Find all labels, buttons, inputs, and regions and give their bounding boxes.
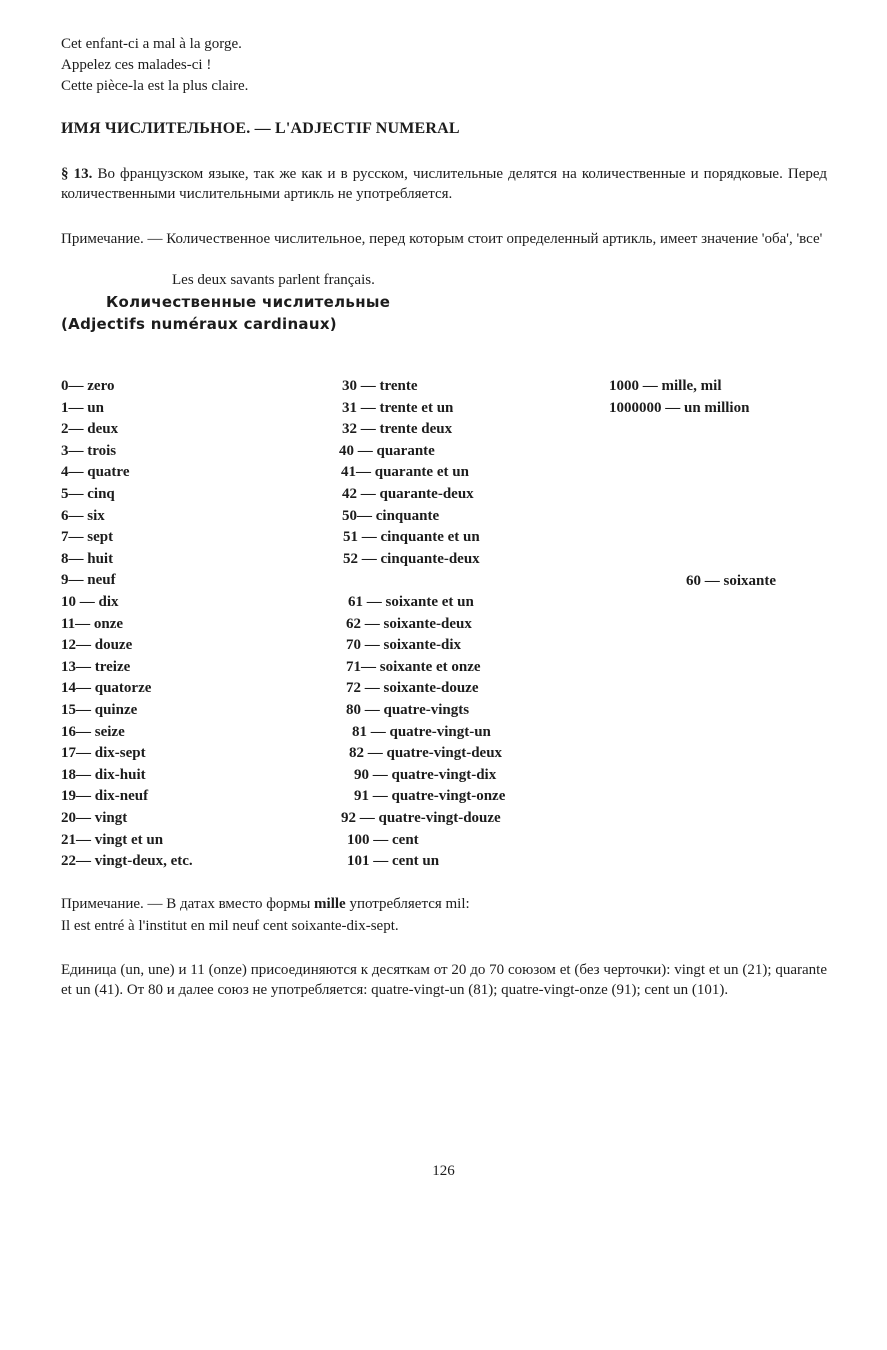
numeral-item: 21— vingt et un [61, 831, 164, 848]
section-text: Во французском языке, так же как и в русском, числительные делятся на количественные и порядковые. Перед количественными числительными артикль не употребляется. [61, 166, 828, 202]
numeral-item: 17— dix-sept [61, 745, 146, 762]
numeral-item: 31 — trente et un [342, 399, 454, 416]
final-paragraph: Единица (un, une) и 11 (onze) присоединяются к десяткам от 20 до 70 союзом et (без черточки): vingt et un (21); quarante et un (41). От 80 и далее союз не употребляется: quatre-vingt-un (81); quatre-vingt-onze (91); cent un (101). [61, 962, 827, 998]
section-paragraph [61, 164, 827, 204]
numeral-item: 13— treize [61, 658, 131, 675]
numeral-item: 16— seize [61, 723, 125, 740]
numeral-item: 90 — quatre-vingt-dix [354, 766, 497, 783]
subheading-russian: Количественные числительные [106, 293, 391, 311]
numeral-item: 12— douze [61, 637, 133, 654]
numeral-item: 32 — trente deux [342, 421, 453, 438]
numeral-item: 6— six [61, 507, 105, 524]
numeral-item: 82 — quatre-vingt-deux [349, 745, 503, 762]
numeral-item: 50— cinquante [342, 507, 440, 524]
numeral-item: 72 — soixante-douze [346, 680, 479, 697]
numeral-item: 20— vingt [61, 810, 128, 826]
numeral-item: 2— deux [61, 421, 119, 438]
numeral-item: 4— quatre [61, 464, 130, 481]
numeral-item: 41— quarante et un [341, 464, 469, 481]
numeral-item: 14— quatorze [61, 680, 152, 697]
numeral-item: 15— quinze [61, 702, 138, 718]
numeral-item: 7— sept [61, 529, 114, 546]
page-number: 126 [432, 1163, 455, 1179]
intro-line-1: Cet enfant-ci a mal à la gorge. [61, 36, 242, 52]
numeral-item: 80 — quatre-vingts [346, 702, 470, 718]
numeral-item: 40 — quarante [339, 442, 435, 459]
numeral-item: 81 — quatre-vingt-un [352, 723, 491, 740]
note-2 [61, 896, 470, 913]
subheading-french: (Adjectifs numéraux cardinaux) [61, 315, 337, 333]
numeral-item: 92 — quatre-vingt-douze [341, 810, 501, 826]
numeral-item: 100 — cent [347, 831, 419, 848]
note-2-bold-word: mille [314, 896, 346, 912]
example-2: Il est entré à l'institut en mil neuf cent soixante-dix-sept. [61, 918, 399, 934]
note-2-prefix: Примечание. — В датах вместо формы [61, 896, 315, 912]
numeral-item: 61 — soixante et un [348, 594, 474, 610]
numeral-item: 10 — dix [61, 594, 119, 610]
numeral-item: 52 — cinquante-deux [343, 550, 480, 567]
numeral-item: 3— trois [61, 442, 117, 459]
numeral-item: 42 — quarante-deux [342, 486, 474, 502]
numeral-item: 5— cinq [61, 486, 115, 502]
example-1: Les deux savants parlent français. [172, 272, 375, 288]
section-heading: ИМЯ ЧИСЛИТЕЛЬНОЕ. — L'ADJECTIF NUMERAL [61, 120, 460, 137]
numeral-item: 91 — quatre-vingt-onze [354, 788, 506, 805]
numeral-item: 71— soixante et onze [346, 658, 481, 675]
numeral-item: 18— dix-huit [61, 766, 146, 783]
numeral-item: 62 — soixante-deux [346, 615, 472, 632]
numeral-item: 101 — cent un [347, 853, 440, 870]
numeral-item: 8— huit [61, 550, 114, 567]
note-2-suffix: употребляется mil: [345, 896, 470, 912]
numeral-item: 1000 — mille, mil [609, 378, 722, 394]
numeral-item: 51 — cinquante et un [343, 529, 480, 546]
intro-line-2: Appelez ces malades-ci ! [61, 57, 212, 73]
note-1: Примечание. — Количественное числительное, перед которым стоит определенный артикль, имеет значение 'оба', 'все' [61, 231, 823, 247]
section-number: § 13. [61, 166, 93, 182]
numeral-item: 1— un [61, 399, 104, 416]
numeral-item: 19— dix-neuf [61, 788, 149, 805]
numeral-item: 0— zero [61, 378, 115, 394]
intro-line-3: Cette pièce-la est la plus claire. [61, 78, 249, 94]
numeral-item: 30 — trente [342, 378, 418, 394]
numeral-sixty: 60 — soixante [686, 573, 776, 589]
numeral-item: 11— onze [61, 615, 124, 632]
numeral-item: 1000000 — un million [609, 399, 750, 416]
numeral-item: 22— vingt-deux, etc. [61, 853, 193, 870]
numeral-item: 9— neuf [61, 572, 116, 589]
numeral-item: 70 — soixante-dix [346, 637, 462, 654]
